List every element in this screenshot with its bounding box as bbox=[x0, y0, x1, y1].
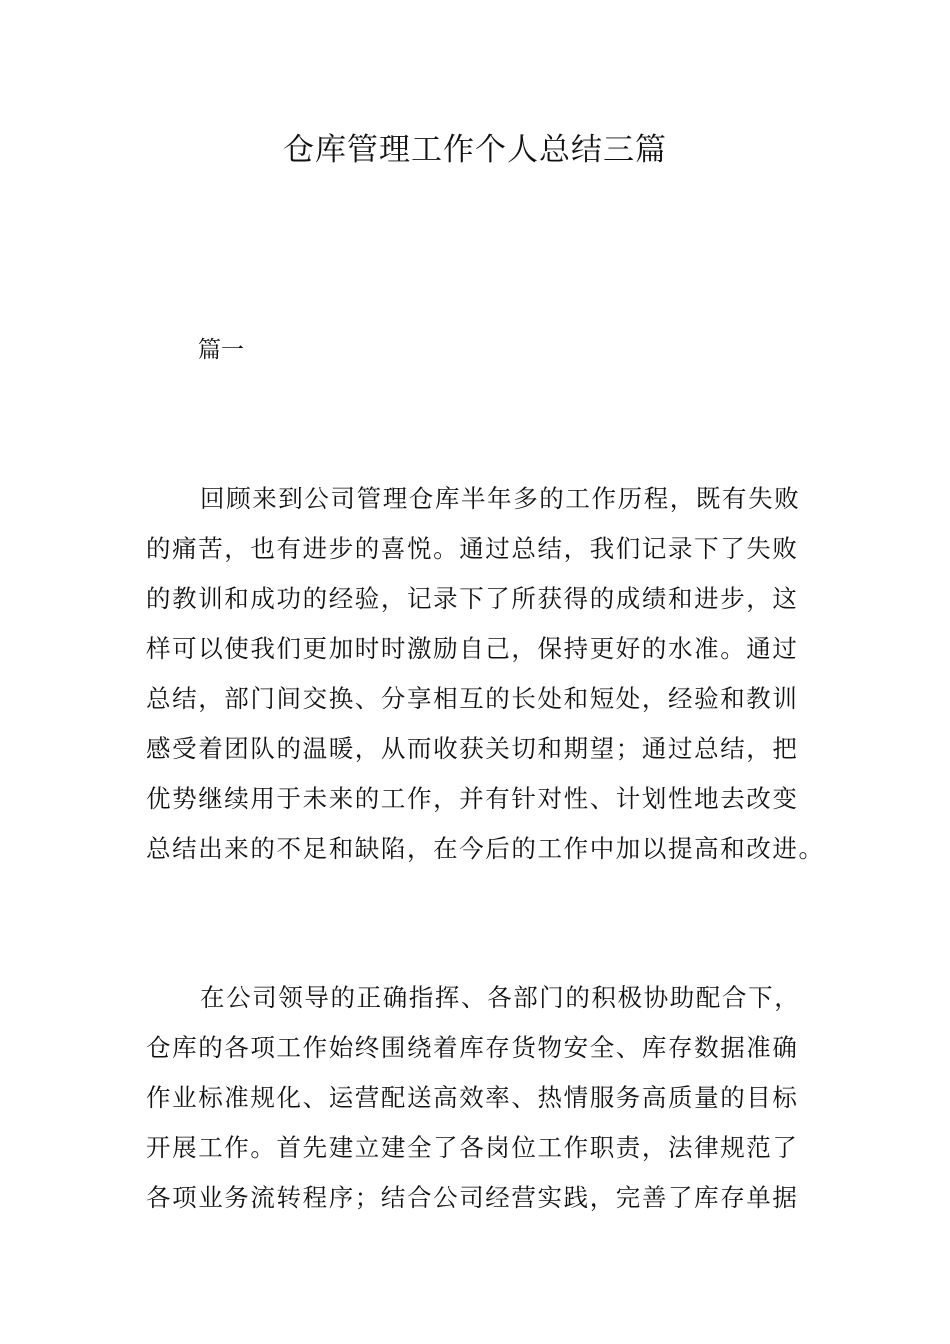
section-heading: 篇一 bbox=[198, 337, 244, 363]
paragraph-line: 的教训和成功的经验，记录下了所获得的成绩和进步，这 bbox=[146, 584, 799, 613]
paragraph-line: 作业标准规化、运营配送高效率、热情服务高质量的目标 bbox=[146, 1083, 799, 1112]
paragraph-line: 的痛苦，也有进步的喜悦。通过总结，我们记录下了失败 bbox=[146, 534, 799, 563]
paragraph-line: 样可以使我们更加时时激励自己，保持更好的水准。通过 bbox=[146, 634, 799, 663]
paragraph-line: 仓库的各项工作始终围绕着库存货物安全、库存数据准确 bbox=[146, 1033, 799, 1062]
paragraph-line: 总结，部门间交换、分享相互的长处和短处，经验和教训 bbox=[146, 684, 799, 713]
paragraph-line: 回顾来到公司管理仓库半年多的工作历程，既有失败 bbox=[200, 484, 801, 513]
paragraph-2 bbox=[146, 973, 808, 1223]
paragraph-line: 在公司领导的正确指挥、各部门的积极协助配合下， bbox=[200, 983, 801, 1012]
paragraph-1 bbox=[146, 474, 825, 874]
paragraph-line: 开展工作。首先建立建全了各岗位工作职责，法律规范了 bbox=[146, 1133, 799, 1162]
paragraph-line: 各项业务流转程序；结合公司经营实践，完善了库存单据 bbox=[146, 1183, 799, 1212]
paragraph-line: 感受着团队的温暖，从而收获关切和期望；通过总结，把 bbox=[146, 734, 799, 763]
paragraph-line: 优势继续用于未来的工作，并有针对性、计划性地去改变 bbox=[146, 784, 799, 813]
document-title: 仓库管理工作个人总结三篇 bbox=[283, 132, 667, 168]
paragraph-line: 总结出来的不足和缺陷，在今后的工作中加以提高和改进。 bbox=[146, 834, 825, 863]
